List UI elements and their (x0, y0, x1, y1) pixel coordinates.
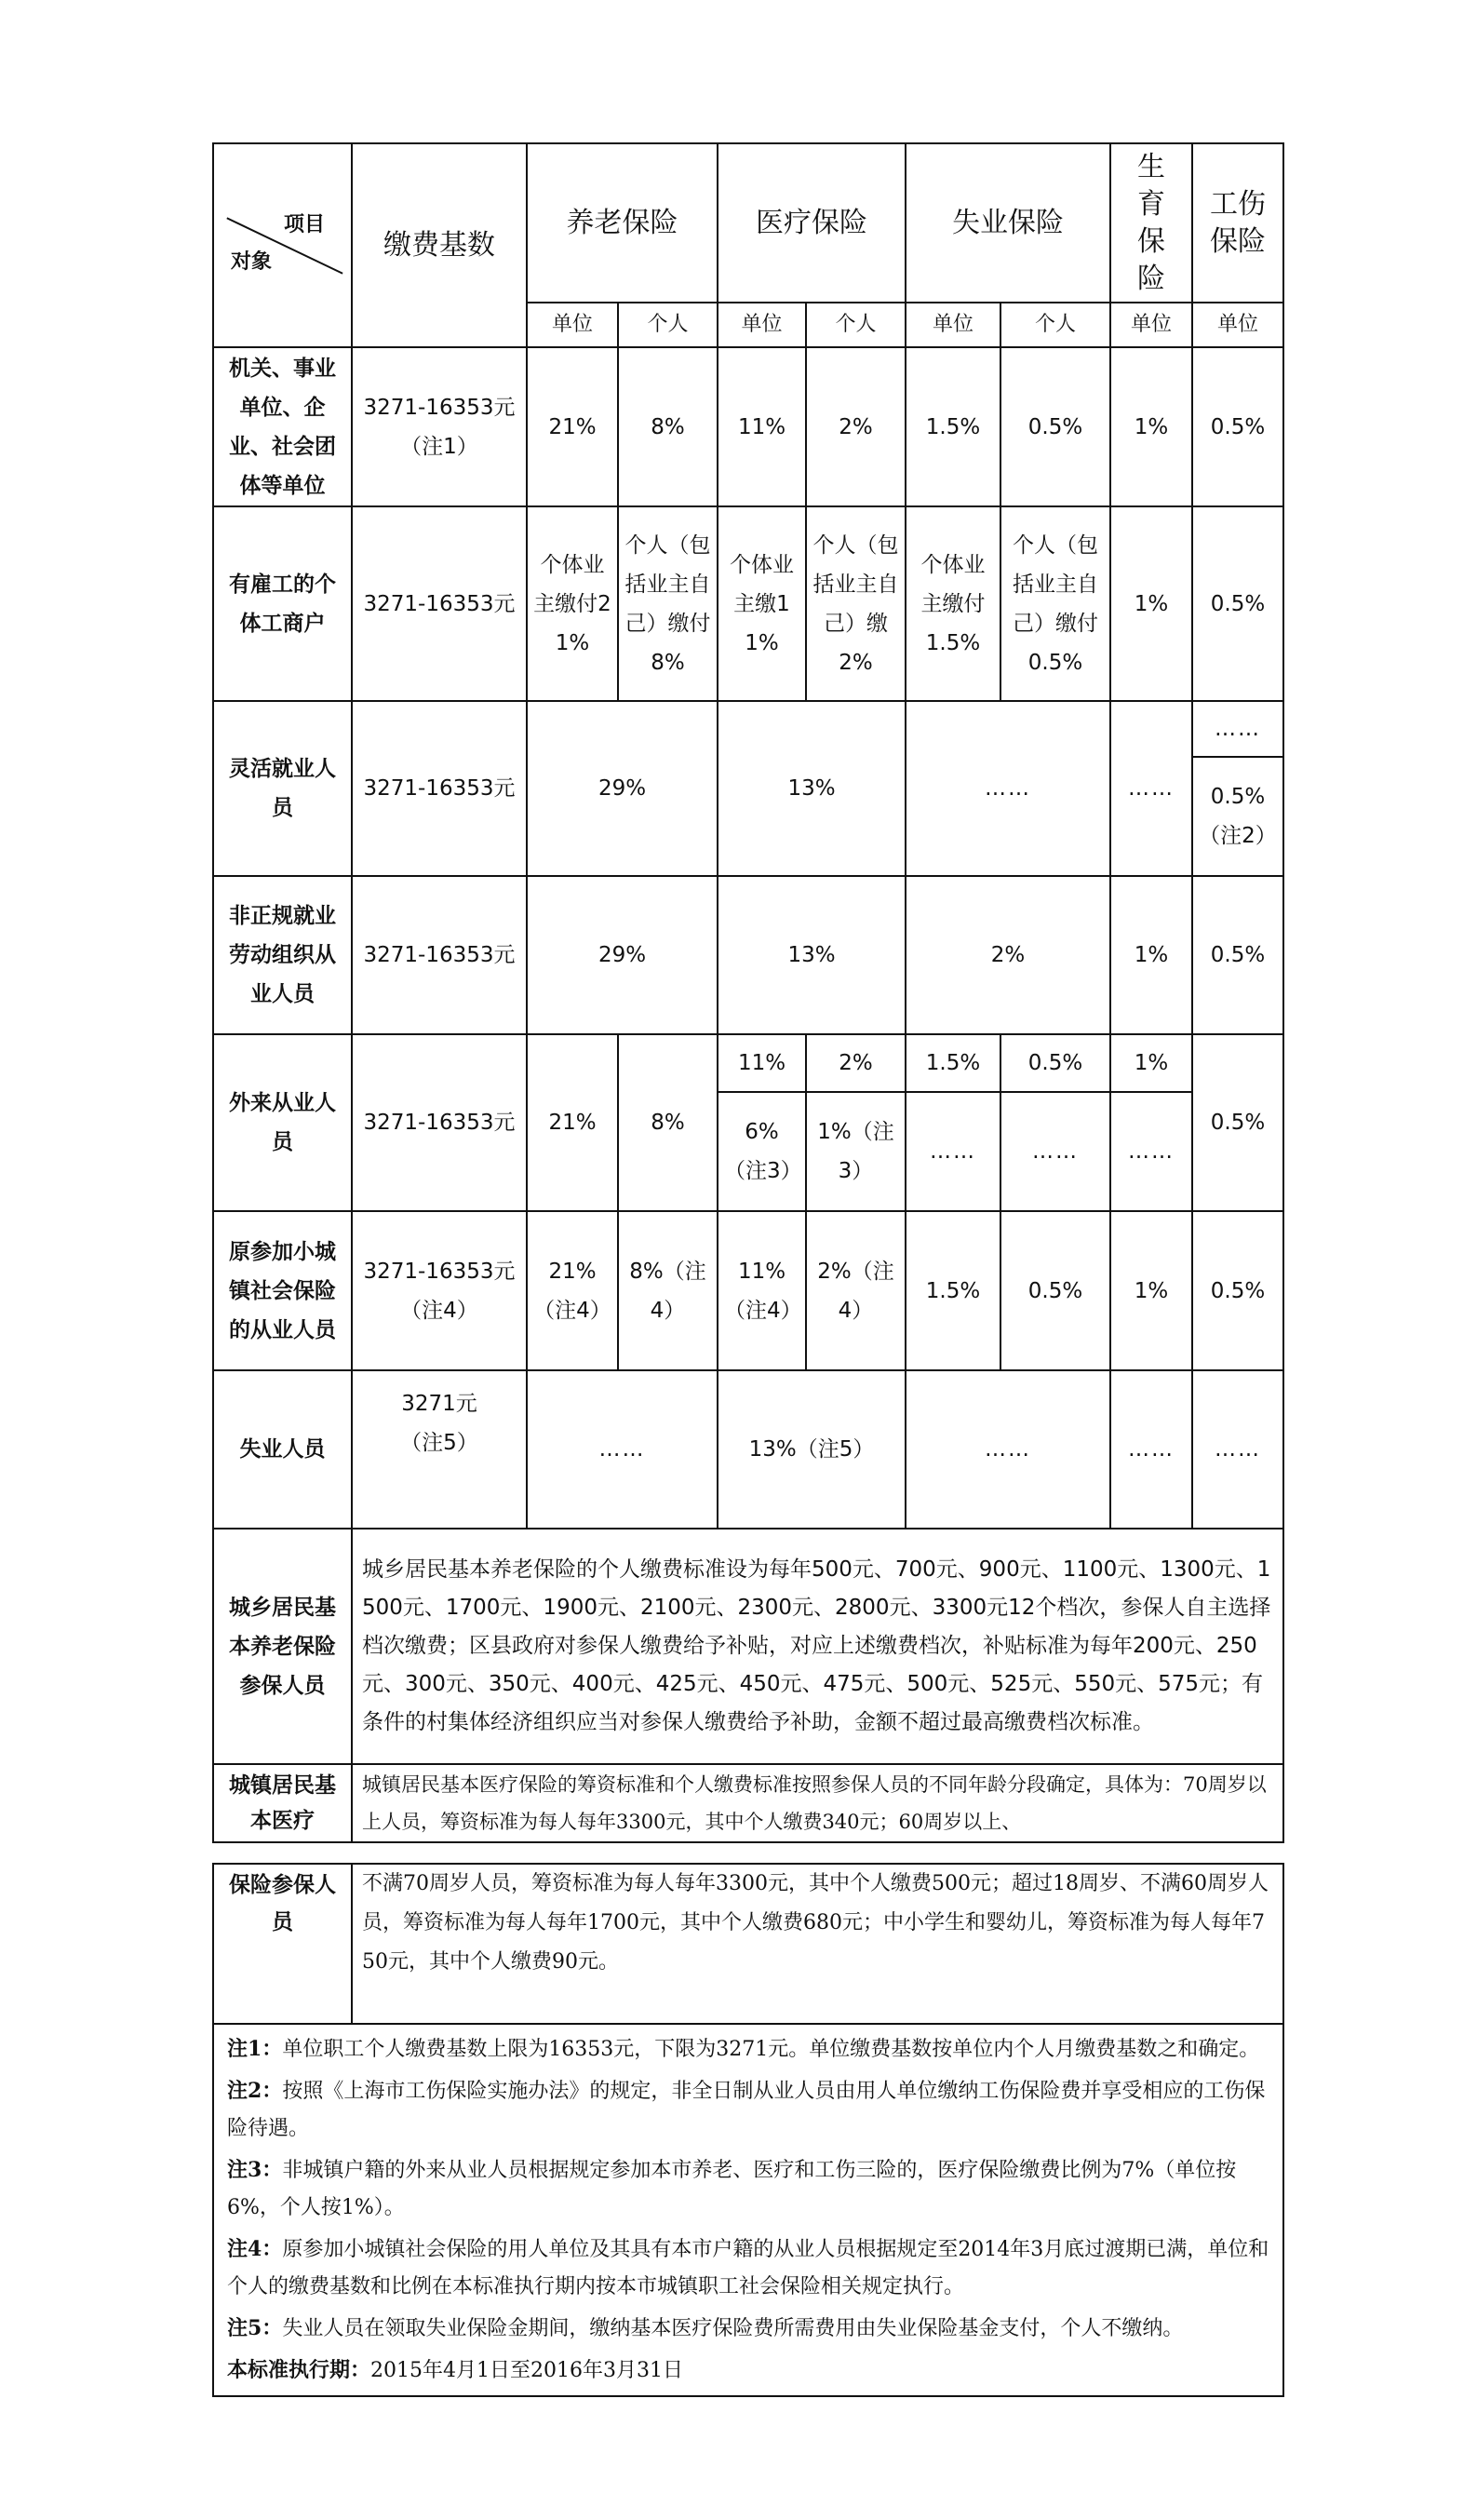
cell-medical-unit-alt: 6%（注3） (718, 1092, 806, 1211)
subheader-unit: 单位 (527, 303, 618, 347)
cell-pension: 29% (527, 876, 718, 1034)
subheader-unit: 单位 (1192, 303, 1283, 347)
subheader-unit: 单位 (1110, 303, 1192, 347)
cell-medical-personal: 个人（包括业主自己）缴2% (806, 506, 906, 701)
cell-medical-personal: 2%（注4） (806, 1211, 906, 1370)
row-name: 原参加小城镇社会保险的从业人员 (213, 1211, 352, 1370)
cell-maternity: 1% (1110, 1211, 1192, 1370)
cell-maternity: …… (1110, 1370, 1192, 1529)
note-4 (220, 2229, 1277, 2308)
row-description: 不满70周岁人员，筹资标准为每人每年3300元，其中个人缴费500元；超过18周岁、不满60周岁人员，筹资标准为每人每年1700元，其中个人缴费680元；中小学生和婴幼儿，筹资标准为每人每年750元，其中个人缴费90元。 (352, 1864, 1283, 2024)
note-label: 注1： (227, 2037, 283, 2061)
row-base: 3271-16353元 (352, 876, 527, 1034)
cell-injury: …… (1192, 1370, 1283, 1529)
cell-maternity: 1% (1110, 1034, 1192, 1092)
cell-unemployment: …… (906, 1370, 1110, 1529)
table-row (213, 1034, 1283, 1092)
note-label: 注5： (227, 2316, 283, 2340)
table-row (213, 876, 1283, 1034)
effective-period (220, 2350, 1277, 2392)
period-text: 2015年4月1日至2016年3月31日 (370, 2359, 683, 2382)
subheader-personal: 个人 (618, 303, 718, 347)
header-medical: 医疗保险 (718, 143, 906, 303)
cell-pension: …… (527, 1370, 718, 1529)
row-name: 机关、事业单位、企业、社会团体等单位 (213, 347, 352, 506)
cell-pension-unit: 21%（注4） (527, 1211, 618, 1370)
note-5 (220, 2308, 1277, 2350)
insurance-rate-table (212, 142, 1284, 1843)
note-2 (220, 2070, 1277, 2149)
cell-unemployment: 2% (906, 876, 1110, 1034)
cell-medical-unit: 11% (718, 1034, 806, 1092)
note-1 (220, 2028, 1277, 2070)
cell-unemployment-personal: 0.5% (1000, 347, 1110, 506)
note-text: 非城镇户籍的外来从业人员根据规定参加本市养老、医疗和工伤三险的，医疗保险缴费比例为7%（单位按6%，个人按1%）。 (227, 2159, 1237, 2219)
row-name: 外来从业人员 (213, 1034, 352, 1211)
cell-unemployment-personal: 0.5% (1000, 1034, 1110, 1092)
cell-medical: 13% (718, 701, 906, 876)
subheader-personal: 个人 (1000, 303, 1110, 347)
cell-injury-top: …… (1192, 701, 1283, 757)
header-pension: 养老保险 (527, 143, 718, 303)
cell-medical-unit: 11% (718, 347, 806, 506)
cell-unemployment-personal-alt: …… (1000, 1092, 1110, 1211)
row-name: 灵活就业人员 (213, 701, 352, 876)
notes-row (213, 2024, 1283, 2396)
cell-medical: 13% (718, 876, 906, 1034)
cell-pension-unit: 个体业主缴付21% (527, 506, 618, 701)
row-base: 3271元（注5） (352, 1370, 527, 1529)
cell-injury: 0.5% (1192, 1211, 1283, 1370)
cell-pension: 29% (527, 701, 718, 876)
table-row (213, 1370, 1283, 1529)
cell-unemployment: …… (906, 701, 1110, 876)
insurance-notes-table (212, 1863, 1284, 2397)
row-name: 城乡居民基本养老保险参保人员 (213, 1529, 352, 1764)
row-name: 有雇工的个体工商户 (213, 506, 352, 701)
cell-maternity: 1% (1110, 876, 1192, 1034)
cell-medical-personal: 2% (806, 347, 906, 506)
row-description: 城镇居民基本医疗保险的筹资标准和个人缴费标准按照参保人员的不同年龄分段确定，具体为：70周岁以上人员，筹资标准为每人每年3300元，其中个人缴费340元；60周岁以上、 (352, 1764, 1283, 1842)
cell-pension-personal: 8%（注4） (618, 1211, 718, 1370)
note-text: 原参加小城镇社会保险的用人单位及其具有本市户籍的从业人员根据规定至2014年3月底过渡期已满，单位和个人的缴费基数和比例在本标准执行期内按本市城镇职工社会保险相关规定执行。 (227, 2238, 1269, 2298)
cell-pension-unit: 21% (527, 347, 618, 506)
cell-pension-personal: 个人（包括业主自己）缴付8% (618, 506, 718, 701)
cell-unemployment-unit: 1.5% (906, 1034, 1000, 1092)
header-base: 缴费基数 (352, 143, 527, 347)
cell-unemployment-unit: 1.5% (906, 1211, 1000, 1370)
cell-medical-personal: 2% (806, 1034, 906, 1092)
row-base: 3271-16353元 (352, 701, 527, 876)
cell-injury: 0.5% (1192, 347, 1283, 506)
subheader-unit: 单位 (718, 303, 806, 347)
cell-unemployment-unit: 个体业主缴付1.5% (906, 506, 1000, 701)
cell-unemployment-personal: 个人（包括业主自己）缴付0.5% (1000, 506, 1110, 701)
cell-injury: 0.5% (1192, 506, 1283, 701)
cell-maternity-alt: …… (1110, 1092, 1192, 1211)
table-row (213, 1211, 1283, 1370)
row-name: 城镇居民基本医疗 (213, 1764, 352, 1842)
row-name: 保险参保人员 (213, 1864, 352, 2024)
cell-unemployment-unit: 1.5% (906, 347, 1000, 506)
cell-maternity: 1% (1110, 506, 1192, 701)
header-unemployment: 失业保险 (906, 143, 1110, 303)
period-label: 本标准执行期： (227, 2358, 371, 2382)
cell-pension-personal: 8% (618, 1034, 718, 1211)
row-description: 城乡居民基本养老保险的个人缴费标准设为每年500元、700元、900元、1100元、1300元、1500元、1700元、1900元、2100元、2300元、2800元、3300元12个档次，参保人自主选择档次缴费；区县政府对参保人缴费给予补贴，对应上述缴费档次，补贴标准为每年200元、250元、300元、350元、400元、425元、450元、475元、500元、525元、550元、575元；有条件的村集体经济组织应当对参保人缴费给予补助，金额不超过最高缴费档次标准。 (352, 1529, 1283, 1764)
header-injury: 工伤保险 (1192, 143, 1283, 303)
header-maternity: 生育保险 (1110, 143, 1192, 303)
note-label: 注4： (227, 2237, 283, 2261)
table-row (213, 1864, 1283, 2024)
table-row (213, 347, 1283, 506)
cell-pension-personal: 8% (618, 347, 718, 506)
header-object-label: 对象 (231, 249, 273, 274)
row-name: 非正规就业劳动组织从业人员 (213, 876, 352, 1034)
note-label: 注2： (227, 2079, 283, 2103)
cell-maternity: …… (1110, 701, 1192, 876)
header-item-label: 项目 (283, 212, 325, 236)
cell-injury: 0.5% (1192, 1034, 1283, 1211)
cell-unemployment-unit-alt: …… (906, 1092, 1000, 1211)
table-row (213, 701, 1283, 757)
table-row (213, 1529, 1283, 1764)
cell-pension-unit: 21% (527, 1034, 618, 1211)
cell-injury-bottom: 0.5%（注2） (1192, 757, 1283, 876)
cell-injury: 0.5% (1192, 876, 1283, 1034)
note-text: 按照《上海市工伤保险实施办法》的规定，非全日制从业人员由用人单位缴纳工伤保险费并享受相应的工伤保险待遇。 (227, 2080, 1266, 2140)
cell-medical-unit: 个体业主缴11% (718, 506, 806, 701)
row-name: 失业人员 (213, 1370, 352, 1529)
note-text: 失业人员在领取失业保险金期间，缴纳基本医疗保险费所需费用由失业保险基金支付，个人不缴纳。 (282, 2317, 1184, 2340)
note-3 (220, 2149, 1277, 2229)
cell-medical-personal-alt: 1%（注3） (806, 1092, 906, 1211)
diagonal-line (214, 144, 351, 346)
row-base: 3271-16353元 (352, 1034, 527, 1211)
subheader-personal: 个人 (806, 303, 906, 347)
row-base: 3271-16353元（注1） (352, 347, 527, 506)
cell-unemployment-personal: 0.5% (1000, 1211, 1110, 1370)
row-base: 3271-16353元（注4） (352, 1211, 527, 1370)
header-diagonal-cell (213, 143, 352, 347)
table-row (213, 506, 1283, 701)
row-base: 3271-16353元 (352, 506, 527, 701)
subheader-unit: 单位 (906, 303, 1000, 347)
cell-maternity: 1% (1110, 347, 1192, 506)
note-text: 单位职工个人缴费基数上限为16353元，下限为3271元。单位缴费基数按单位内个人月缴费基数之和确定。 (282, 2038, 1260, 2061)
table-row (213, 1764, 1283, 1842)
cell-medical-unit: 11%（注4） (718, 1211, 806, 1370)
notes-cell (213, 2024, 1283, 2396)
note-label: 注3： (227, 2158, 283, 2182)
cell-medical: 13%（注5） (718, 1370, 906, 1529)
